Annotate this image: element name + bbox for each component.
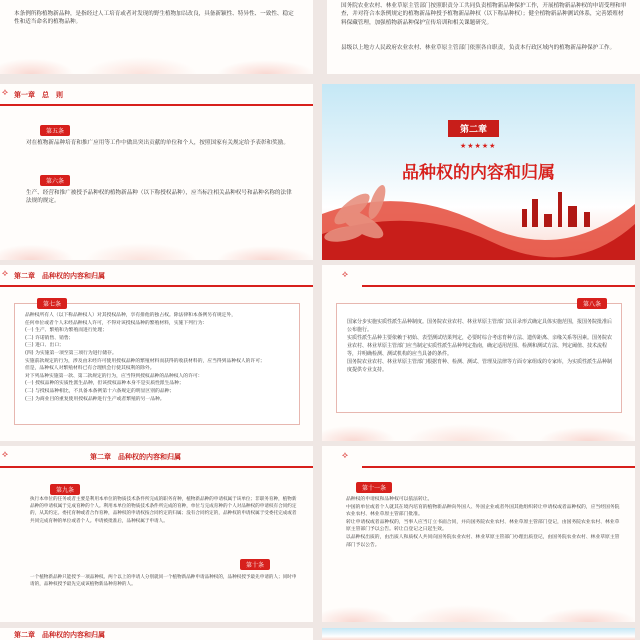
bird-icon: ⟡	[342, 270, 348, 280]
paragraph: 国家分步实施实质性派生品种制度。国务院农业农村、林业草原主管部门以目录形式确定具体实施范围，报国务院批准后公布施行。	[347, 319, 613, 333]
slide-next-partial	[0, 628, 313, 640]
slide-header: 第二章 品种权的内容和归属	[14, 272, 105, 280]
slide-header: 第二章 品种权的内容和归属	[14, 631, 105, 639]
line: (一) 授权品种的实质性派生品种，但该授权品种本身不是实质性派生品种；	[25, 381, 184, 387]
slide-article-11	[322, 446, 635, 622]
line: 对下列品种实施第一款、第二款规定的行为，应当得到授权品种的品种权人的许可：	[25, 373, 203, 379]
article-text	[347, 318, 612, 374]
slide-article4	[327, 0, 640, 74]
bird-icon: ⟡	[342, 451, 348, 461]
paragraph: 中国的单位或者个人就其在境内培育的植物新品种向外国人、外国企业或者外国其他组织转让申请权或者品种权的，应当经国务院农业农村、林业草原主管部门批准。	[346, 504, 620, 518]
line: (四) 为实施第一项至第三项行为进行储存。	[25, 350, 117, 356]
chapter-label: 第二章	[448, 120, 499, 137]
article-badge: 第八条	[577, 298, 607, 309]
slide-header: 第二章 品种权的内容和归属	[90, 453, 181, 461]
slide-b-body1: 国务院农业农村、林业草原主管部门按照职责分工共同负责植物新品种保护工作，开展植物新品种权的申请受理和审查，并对符合本条例规定的植物新品种授予植物新品种权（以下称品种权）；健全植物新品种测试体系，完善繁殖材料保藏管理，加强植物新品种保护宣传培训和相关课题研究。	[341, 3, 627, 26]
article-badge: 第六条	[40, 175, 70, 186]
slide-article-8	[322, 265, 635, 441]
slide-b-body2: 县级以上地方人民政府农业农村、林业草原主管部门依照各自职责，负责本行政区域内的植物新品种保护工作。	[341, 45, 616, 51]
line: 任何单位或者个人未经品种权人许可，不得对该授权品种的繁殖材料，实施下列行为：	[25, 320, 208, 326]
slide-a-body: 本条例所称植物新品种，是指经过人工培育或者对发现的野生植物加以改良，具备新颖性、特异性、一致性、稳定性和适当命名的植物品种。	[14, 11, 294, 26]
article-box	[14, 303, 300, 425]
article-text	[346, 496, 622, 549]
slide-next-partial-chapter	[322, 628, 635, 640]
line: 但是，品种权人对繁殖材料已有合理机会行使其权利的除外。	[25, 366, 155, 372]
article-badge: 第七条	[37, 298, 67, 309]
header-divider	[0, 285, 313, 287]
header-divider	[0, 466, 313, 468]
slide-article-7	[0, 265, 313, 441]
line: (一) 生产、繁殖和为繁殖而进行处理；	[25, 328, 108, 334]
header-divider	[362, 285, 635, 287]
slide-header: 第一章 总 则	[14, 91, 63, 99]
line: (二) 许诺销售、销售；	[25, 335, 74, 341]
slide-articles-9-10	[0, 446, 313, 622]
line: (三) 为商业目的重复使用授权品种进行生产或者繁殖的另一品种。	[25, 396, 165, 402]
line: (三) 进口、出口；	[25, 343, 64, 349]
article-text	[25, 312, 290, 403]
paragraph: 转让申请权或者品种权的，当事人应当订立书面合同，并向国务院农业农村、林业草原主管部门登记，由国务院农业农村、林业草原主管部门予以公告。转让自登记之日起生效。	[346, 519, 620, 533]
article-badge: 第十条	[240, 559, 270, 570]
line: 实施前款规定的行为，涉及由未经许可使用授权品种的繁殖材料而获得的收获材料的，应当得到品种权人的许可；	[25, 358, 265, 364]
header-divider	[0, 104, 313, 106]
line: 品种权所有人（以下称品种权人）对其授权品种，享有排他的独占权。除法律和本条例另有规定外，	[25, 313, 237, 318]
line: (二) 与授权品种相比，不具备本条例第十六条规定的明显区别的品种；	[25, 388, 175, 394]
article-badge: 第五条	[40, 125, 70, 136]
bird-icon: ⟡	[2, 88, 8, 98]
paragraph: 实质性派生品种主要依赖于初始、表型测试结果判定，必要时综合考虑育种方法、遗传距离、亲缘关系等因素。国务院农业农村、林业草原主管部门应当制定实质性派生品种判定指南，确定适用范围、检测和测试方法、判定阈值、技术流程等，并明确检测、测试机构的应当具备的条件。	[347, 335, 613, 357]
paragraph: 品种权的申请权和品种权可以依法转让。	[346, 497, 433, 502]
article-text: 对在植物新品种培育和推广应用等工作中做出突出贡献的单位和个人，按照国家有关规定给予表彰和奖励。	[26, 140, 289, 146]
chapter-title: 品种权的内容和归属	[402, 163, 555, 183]
article-badge: 第九条	[50, 484, 80, 495]
bird-icon: ⟡	[2, 269, 8, 279]
slide-articles-5-6	[0, 84, 313, 260]
bird-icon: ⟡	[2, 450, 8, 460]
slide-chapter-two	[322, 84, 635, 260]
paragraph: 国务院农业农村、林业草原主管部门根据育种、检测、测试、管理及法律等方面专家组成的专家库，为实质性派生品种制度提供专业支持。	[347, 359, 613, 373]
stars-decoration: ★★★★★	[460, 142, 497, 150]
article-text: 执行本单位的任务或者主要是利用本单位的物质技术条件所完成的职务育种，植物新品种的申请权属于该单位；非职务育种，植物新品种的申请权属于完成育种的个人。利用本单位的物质技术条件所完成的育种，单位与完成育种的个人对品种权的申请权有合同约定的，从其约定。委托育种或者合作育种，品种权的申请权按合同约定的归属；没有合同约定的，品种权的申请权属于受委托完成或者共同完成育种的单位或者个人。申请被批准后，品种权属于申请人。	[30, 497, 297, 524]
article-badge: 第十一条	[356, 482, 392, 493]
article-text: 一个植物新品种只能授予一项品种权。两个以上的申请人分别就同一个植物新品种申请品种权的，品种权授予最先申请的人；同时申请的，品种权授予最先完成该植物新品种育种的人。	[30, 575, 297, 588]
paragraph: 以品种权出质的，由出质人和质权人共同向国务院农业农村、林业草原主管部门办理出质登记，由国务院农业农村、林业草原主管部门予以公告。	[346, 534, 620, 548]
slide-definition	[0, 0, 313, 74]
article-text: 生产、经营和推广被授予品种权的植物新品种（以下称授权品种），应当标注相关品种权号和品种名称的法律法规的规定。	[26, 190, 292, 205]
header-divider	[362, 466, 635, 468]
